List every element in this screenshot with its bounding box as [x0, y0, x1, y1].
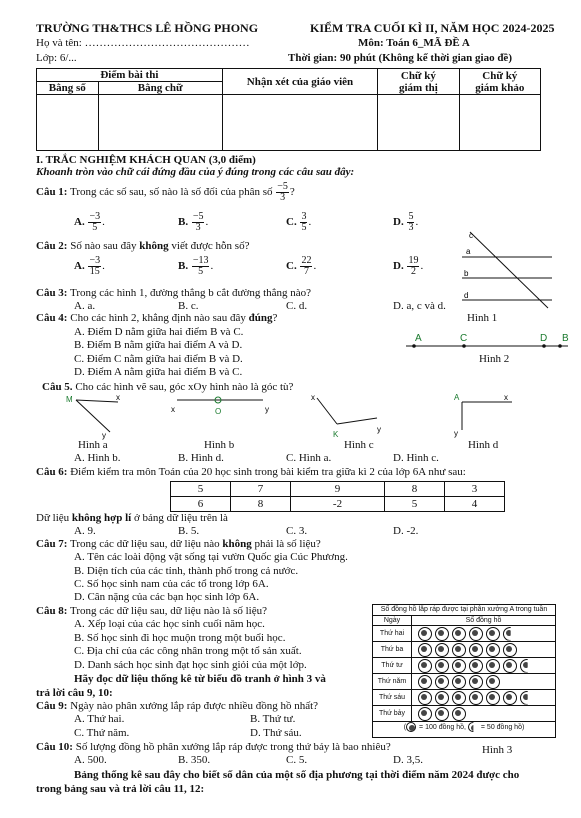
chart-instruction-1: Hãy đọc dữ liệu thống kê từ biểu đồ tranh ở hình 3 và	[74, 673, 326, 685]
pictogram-day-header: Ngày	[373, 616, 412, 625]
q2-option-a[interactable]: A. $\frac{-3}{15}$ .	[74, 255, 105, 277]
clock-icon	[452, 627, 466, 641]
school-name: TRƯỜNG TH&THCS LÊ HỒNG PHONG	[36, 21, 259, 35]
section-title: I. TRẮC NGHIỆM KHÁCH QUAN (3,0 điểm)	[36, 154, 256, 166]
pictogram-row	[373, 626, 555, 642]
pictogram-caption: Hình 3	[482, 744, 513, 756]
half-clock-icon	[520, 659, 534, 673]
section-instruction: Khoanh tròn vào chữ cái đứng đầu của ý đúng trong các câu sau đây:	[36, 166, 355, 178]
q10-option-c[interactable]: C. 5.	[286, 754, 308, 766]
figure-5a	[60, 392, 140, 442]
pictogram-day: Thứ năm	[373, 674, 412, 689]
q6-data-table: 5 7 9 8 3 6 8 -2 5 4	[170, 481, 505, 512]
svg-text:x: x	[504, 393, 508, 402]
clock-icon	[452, 659, 466, 673]
exam-title: KIỂM TRA CUỐI KÌ II, NĂM HỌC 2024-2025	[310, 21, 555, 35]
question-9: Câu 9: Ngày nào phân xưởng lắp ráp được nhiều đồng hồ nhất?	[36, 700, 319, 712]
question-10: Câu 10: Số lượng đồng hồ phân xưởng lắp ráp được trong thứ bảy là bao nhiêu?	[36, 741, 391, 753]
q10-option-a[interactable]: A. 500.	[74, 754, 107, 766]
q6-question: Dữ liệu không hợp lí ở bảng dữ liệu trên là	[36, 512, 228, 524]
examiner-signature-header: Chữ ký giám khảo	[459, 69, 540, 95]
clock-icon	[435, 643, 449, 657]
label-b: b	[464, 269, 469, 278]
pictogram-row	[373, 706, 555, 722]
question-2: Câu 2: Số nào sau đây không viết được hỗn số?	[36, 240, 250, 252]
score-words-cell[interactable]	[98, 95, 222, 151]
svg-text:y: y	[265, 405, 269, 414]
fig-d-caption: Hình d	[468, 439, 499, 451]
svg-text:A: A	[454, 393, 460, 402]
label-c: c	[469, 231, 473, 240]
figure-1-caption: Hình 1	[467, 312, 498, 324]
proctor-signature-cell[interactable]	[378, 95, 459, 151]
clock-icon	[486, 675, 500, 689]
clock-icon	[418, 659, 432, 673]
score-table	[36, 68, 541, 151]
q2-option-b[interactable]: B. $\frac{-13}{5}$ .	[178, 255, 214, 277]
clock-icon	[435, 675, 449, 689]
q9-option-c[interactable]: C. Thứ năm.	[74, 727, 130, 739]
footer-line-2: trong bảng sau và trả lời câu 11, 12:	[36, 783, 205, 795]
chart-instruction-2: trả lời câu 9, 10:	[36, 687, 113, 699]
q5-option-b[interactable]: B. Hình d.	[178, 452, 224, 464]
q9-option-d[interactable]: D. Thứ sáu.	[250, 727, 302, 739]
fig-a-caption: Hình a	[78, 439, 108, 451]
point-a: A	[415, 333, 422, 344]
label-d: d	[464, 291, 469, 300]
clock-icon	[418, 643, 432, 657]
examiner-signature-cell[interactable]	[459, 95, 540, 151]
point-b: B	[562, 333, 569, 344]
q4-option-b[interactable]: B. Điểm B nằm giữa hai điểm A và D.	[74, 339, 243, 351]
clock-icon	[469, 691, 483, 705]
clock-icon	[486, 659, 500, 673]
q10-option-d[interactable]: D. 3,5.	[393, 754, 423, 766]
clock-icon	[452, 691, 466, 705]
score-words-header: Bằng chữ	[98, 82, 222, 95]
clock-icon	[486, 691, 500, 705]
q4-option-d[interactable]: D. Điểm A nằm giữa hai điểm B và C.	[74, 366, 243, 378]
q5-option-a[interactable]: A. Hình b.	[74, 452, 121, 464]
q9-option-a[interactable]: A. Thứ hai.	[74, 713, 125, 725]
q3-option-b[interactable]: B. c.	[178, 300, 199, 312]
clock-icon	[435, 627, 449, 641]
q1-option-d[interactable]: D. $\frac{5}{3}$ .	[393, 211, 419, 233]
q8-option-a[interactable]: A. Xếp loại của các học sinh cuối năm học.	[74, 618, 265, 630]
teacher-comment-header: Nhận xét của giáo viên	[222, 69, 377, 95]
figure-5c	[305, 392, 385, 440]
proctor-signature-header: Chữ ký giám thị	[378, 69, 459, 95]
q6-option-c[interactable]: C. 3.	[286, 525, 308, 537]
figure-2-caption: Hình 2	[479, 353, 510, 365]
q1-option-a[interactable]: A. $\frac{-3}{5}$ .	[74, 211, 105, 233]
clock-icon	[469, 675, 483, 689]
pictogram-count-header: Số đồng hồ	[465, 617, 502, 624]
pictogram-day: Thứ sáu	[373, 690, 412, 705]
clock-icon	[503, 659, 517, 673]
pictogram-legend: ( = 100 đồng hồ, = 50 đồng hồ)	[403, 724, 525, 731]
q4-option-a[interactable]: A. Điểm D nằm giữa hai điểm B và C.	[74, 326, 244, 338]
q1-option-b[interactable]: B. $\frac{-5}{3}$ .	[178, 211, 209, 233]
svg-text:x: x	[311, 393, 315, 402]
svg-text:K: K	[333, 430, 339, 439]
pictogram-day: Thứ ba	[373, 642, 412, 657]
point-c: C	[460, 333, 468, 344]
line-c	[470, 232, 548, 308]
teacher-comment-cell[interactable]	[222, 95, 377, 151]
svg-text:y: y	[377, 425, 381, 434]
pictogram-row	[373, 658, 555, 674]
clock-icon	[452, 643, 466, 657]
clock-icon	[435, 691, 449, 705]
student-name-field[interactable]: Họ và tên: ………………………………………	[36, 37, 250, 49]
clock-icon	[435, 707, 449, 721]
question-3: Câu 3: Trong các hình 1, đường thẳng b cắt đường thẳng nào?	[36, 287, 312, 299]
label-a: a	[466, 247, 471, 256]
q8-option-c[interactable]: C. Địa chỉ của các công nhân trong một tổ sản xuất.	[74, 645, 302, 657]
score-header: Điểm bài thi	[37, 69, 223, 82]
q7-option-b[interactable]: B. Diện tích của các tỉnh, thành phố trong cả nước.	[74, 565, 299, 577]
q10-option-b[interactable]: B. 350.	[178, 754, 211, 766]
q2-option-c[interactable]: C. $\frac{22}{7}$ .	[286, 255, 317, 277]
exam-time: Thời gian: 90 phút (Không kể thời gian giao đề)	[288, 52, 512, 64]
pictogram-day: Thứ hai	[373, 626, 412, 641]
clock-icon	[486, 627, 500, 641]
clock-icon	[452, 675, 466, 689]
fig-c-caption: Hình c	[344, 439, 374, 451]
q1-fraction: $\frac{-5}{3}$	[277, 181, 288, 203]
clock-icon	[435, 659, 449, 673]
question-7: Câu 7: Trong các dữ liệu sau, dữ liệu nào không phải là số liệu?	[36, 538, 321, 550]
clock-icon	[469, 627, 483, 641]
clock-icon	[418, 707, 432, 721]
figure-1	[460, 230, 555, 312]
q6-option-d[interactable]: D. -2.	[393, 525, 419, 537]
clock-icon	[469, 659, 483, 673]
figure-2	[402, 332, 572, 354]
clock-icon	[418, 691, 432, 705]
q2-option-d[interactable]: D. $\frac{19}{2}$ .	[393, 255, 424, 277]
figure-5d	[450, 390, 530, 440]
clock-icon	[418, 627, 432, 641]
point-d: D	[540, 333, 548, 344]
q9-option-b[interactable]: B. Thứ tư.	[250, 713, 296, 725]
svg-text:x: x	[171, 405, 175, 414]
pictogram-row	[373, 642, 555, 658]
half-clock-icon	[520, 691, 534, 705]
clock-icon	[418, 675, 432, 689]
pictogram-title: Số đồng hồ lắp ráp được tại phân xưởng A trong tuần	[373, 605, 555, 616]
svg-text:O: O	[215, 407, 222, 416]
figure-5b	[165, 392, 275, 422]
question-6: Câu 6: Điểm kiểm tra môn Toán của 20 học sinh trong bài kiểm tra giữa kì 2 của lớp 6A như sau:	[36, 466, 466, 478]
footer-line-1: Bảng thống kê sau đây cho biết số dân của một số địa phương tại thời điểm năm 2024 được cho	[74, 769, 520, 781]
question-1: Câu 1: Trong các số sau, số nào là số đối của phân số $\frac{-5}{3}$ ?	[36, 181, 295, 203]
q6-option-a[interactable]: A. 9.	[74, 525, 96, 537]
q1-option-c[interactable]: C. $\frac{3}{5}$ .	[286, 211, 312, 233]
exam-subject: Môn: Toán 6_MÃ ĐỀ A	[358, 37, 470, 49]
score-number-cell[interactable]	[37, 95, 99, 151]
svg-text:y: y	[102, 431, 106, 440]
q5-option-c[interactable]: C. Hình a.	[286, 452, 332, 464]
score-number-header: Bằng số	[37, 82, 99, 95]
class-field[interactable]: Lớp: 6/...	[36, 52, 77, 64]
clock-icon	[486, 643, 500, 657]
clock-icon	[452, 707, 466, 721]
clock-icon	[503, 643, 517, 657]
pictogram-day: Thứ tư	[373, 658, 412, 673]
q3-option-d[interactable]: D. a, c và d.	[393, 300, 446, 312]
q8-option-d[interactable]: D. Danh sách học sinh đạt học sinh giỏi của một lớp.	[74, 659, 307, 671]
svg-text:y: y	[454, 429, 458, 438]
question-8: Câu 8: Trong các dữ liệu sau, dữ liệu nào là số liệu?	[36, 605, 267, 617]
q6-option-b[interactable]: B. 5.	[178, 525, 200, 537]
half-clock-icon	[503, 627, 517, 641]
question-5: Câu 5. Cho các hình vẽ sau, góc xOy hình nào là góc tù?	[42, 381, 294, 393]
pictogram-row	[373, 690, 555, 706]
svg-text:M: M	[66, 395, 73, 404]
fig-b-caption: Hình b	[204, 439, 235, 451]
q7-option-c[interactable]: C. Số học sinh nam của các tổ trong lớp 6A.	[74, 578, 269, 590]
q3-option-c[interactable]: C. d.	[286, 300, 308, 312]
clock-icon	[469, 643, 483, 657]
pictogram-day: Thứ bảy	[373, 706, 412, 721]
q7-option-a[interactable]: A. Tên các loài động vật sống tại vườn Quốc gia Cúc Phương.	[74, 551, 348, 563]
clock-icon	[503, 691, 517, 705]
pictogram-row	[373, 674, 555, 690]
svg-text:x: x	[116, 393, 120, 402]
question-4: Câu 4: Cho các hình 2, khẳng định nào sau đây đúng?	[36, 312, 278, 324]
q4-option-c[interactable]: C. Điểm C nằm giữa hai điểm B và D.	[74, 353, 243, 365]
q8-option-b[interactable]: B. Số học sinh đi học muộn trong một buổi học.	[74, 632, 286, 644]
q5-option-d[interactable]: D. Hình c.	[393, 452, 439, 464]
q7-option-d[interactable]: D. Cân nặng của các bạn học sinh lớp 6A.	[74, 591, 260, 603]
pictogram	[372, 604, 556, 738]
q3-option-a[interactable]: A. a.	[74, 300, 96, 312]
